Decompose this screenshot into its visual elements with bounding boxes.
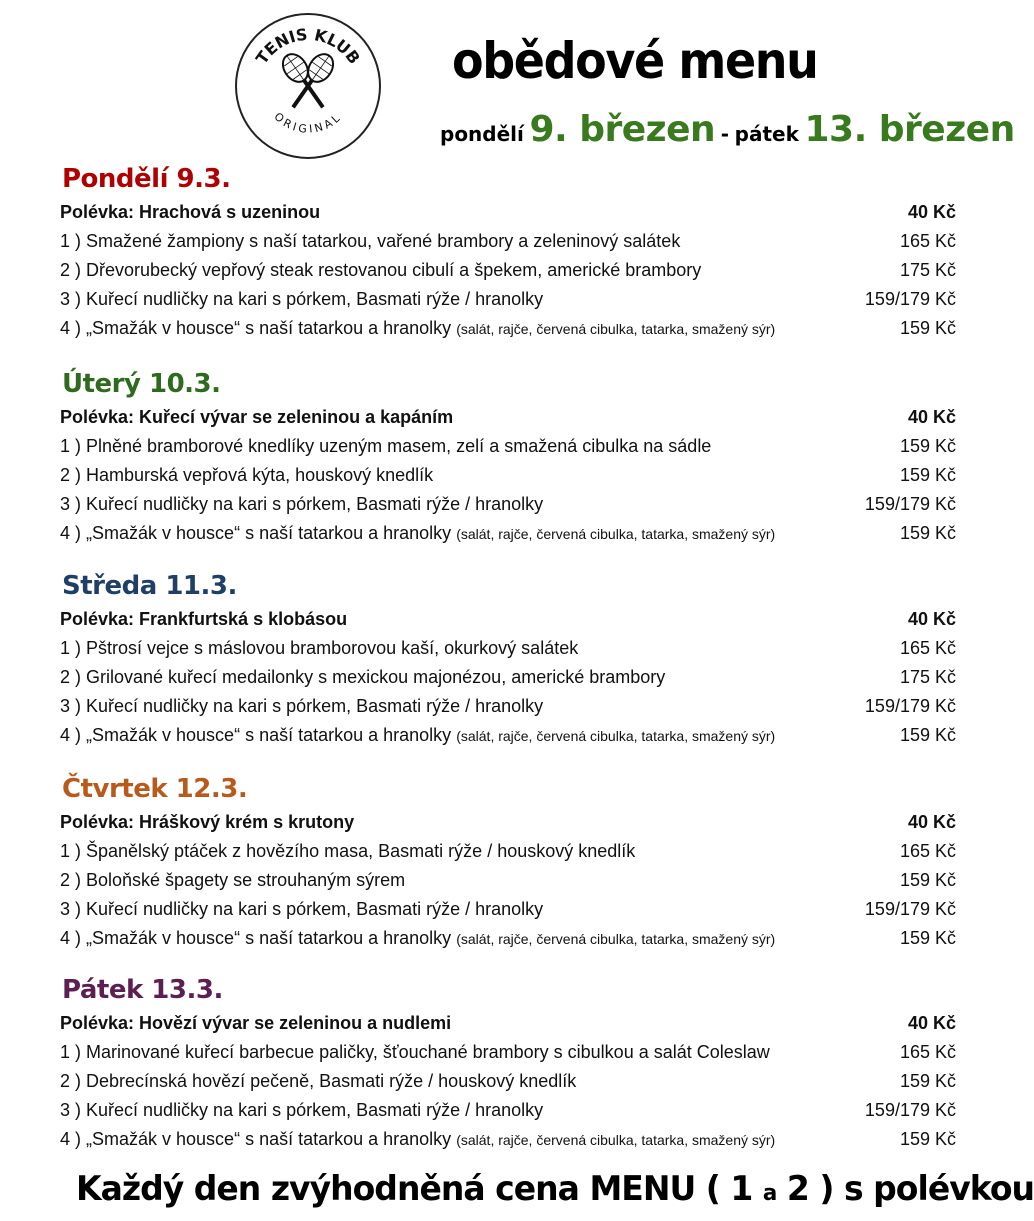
from-day: pondělí <box>440 122 524 146</box>
item-price: 159 Kč <box>899 436 956 456</box>
item-price: 159/179 Kč <box>864 899 956 919</box>
item-text: 4 ) „Smažák v housce“ s naší tatarkou a hranolky <box>60 523 452 543</box>
item-price: 159/179 Kč <box>864 1100 956 1120</box>
item-text: 3 ) Kuřecí nudličky na kari s pórkem, Basmati rýže / hranolky <box>60 1100 544 1120</box>
date-range <box>440 109 1015 150</box>
soup-text: Polévka: Hrachová s uzeninou <box>60 202 321 222</box>
item-price: 159 Kč <box>899 725 956 745</box>
day-title: Úterý 10.3. <box>62 369 221 399</box>
item-text: 2 ) Boloňské špagety se strouhaným sýrem <box>60 870 406 890</box>
item-text: 4 ) „Smažák v housce“ s naší tatarkou a hranolky <box>60 928 452 948</box>
logo-top-text: TENIS KLUB <box>252 24 364 68</box>
soup-price: 40 Kč <box>907 407 956 427</box>
day-title: Čtvrtek 12.3. <box>62 774 248 804</box>
day-section-wednesday <box>60 567 960 750</box>
item-text: 2 ) Grilované kuřecí medailonky s mexickou majonézou, americké brambory <box>60 667 666 687</box>
day-title: Pondělí 9.3. <box>62 164 231 194</box>
item-note: (salát, rajče, červená cibulka, tatarka, smažený sýr) <box>456 931 776 947</box>
soup-row <box>60 605 960 634</box>
item-note: (salát, rajče, červená cibulka, tatarka, smažený sýr) <box>456 526 776 542</box>
menu-item <box>60 1125 960 1154</box>
item-note: (salát, rajče, červená cibulka, tatarka, smažený sýr) <box>456 1132 776 1148</box>
item-price: 165 Kč <box>899 841 956 861</box>
date-dash: - <box>720 122 730 146</box>
soup-text: Polévka: Hráškový krém s krutony <box>60 812 355 832</box>
item-price: 165 Kč <box>899 1042 956 1062</box>
menu-item <box>60 1038 960 1067</box>
day-section-tuesday <box>60 365 960 548</box>
soup-price: 40 Kč <box>907 812 956 832</box>
menu-offer-footer <box>76 1169 1034 1209</box>
item-price: 159 Kč <box>899 870 956 890</box>
footer-part-2: a <box>762 1181 777 1206</box>
page-title: obědové menu <box>452 32 818 90</box>
item-text: 2 ) Dřevorubecký vepřový steak restovanou cibulí a špekem, americké brambory <box>60 260 702 280</box>
item-text: 1 ) Španělský ptáček z hovězího masa, Basmati rýže / houskový knedlík <box>60 841 636 861</box>
item-text: 2 ) Hamburská vepřová kýta, houskový knedlík <box>60 465 434 485</box>
menu-item <box>60 256 960 285</box>
from-date: 9. březen <box>529 109 716 150</box>
soup-row <box>60 403 960 432</box>
item-text: 1 ) Marinované kuřecí barbecue paličky, šťouchané brambory s cibulkou a salát Coleslaw <box>60 1042 770 1062</box>
item-text: 3 ) Kuřecí nudličky na kari s pórkem, Basmati rýže / hranolky <box>60 696 544 716</box>
menu-item <box>60 1096 960 1125</box>
item-price: 159 Kč <box>899 318 956 338</box>
item-note: (salát, rajče, červená cibulka, tatarka, smažený sýr) <box>456 321 776 337</box>
footer-part-1: Každý den zvýhodněná cena MENU ( 1 <box>76 1169 753 1209</box>
item-text: 4 ) „Smažák v housce“ s naší tatarkou a hranolky <box>60 1129 452 1149</box>
footer-part-3: 2 ) s polévkou <box>786 1169 1034 1209</box>
soup-price: 40 Kč <box>907 1013 956 1033</box>
soup-text: Polévka: Kuřecí vývar se zeleninou a kapáním <box>60 407 454 427</box>
item-text: 4 ) „Smažák v housce“ s naší tatarkou a hranolky <box>60 725 452 745</box>
item-text: 3 ) Kuřecí nudličky na kari s pórkem, Basmati rýže / hranolky <box>60 899 544 919</box>
menu-item <box>60 663 960 692</box>
item-price: 159 Kč <box>899 523 956 543</box>
logo-bottom-text: ORIGINAL <box>271 109 345 136</box>
item-price: 159 Kč <box>899 1129 956 1149</box>
item-price: 159/179 Kč <box>864 289 956 309</box>
soup-price: 40 Kč <box>907 202 956 222</box>
item-text: 1 ) Pštrosí vejce s máslovou bramborovou kaší, okurkový salátek <box>60 638 579 658</box>
menu-item <box>60 227 960 256</box>
soup-row <box>60 808 960 837</box>
day-title: Středa 11.3. <box>62 571 237 601</box>
day-section-friday <box>60 971 960 1154</box>
day-section-monday <box>60 160 960 343</box>
item-price: 175 Kč <box>899 260 956 280</box>
menu-item <box>60 721 960 750</box>
soup-text: Polévka: Frankfurtská s klobásou <box>60 609 348 629</box>
item-price: 159/179 Kč <box>864 696 956 716</box>
item-price: 165 Kč <box>899 638 956 658</box>
soup-row <box>60 198 960 227</box>
item-note: (salát, rajče, červená cibulka, tatarka, smažený sýr) <box>456 728 776 744</box>
soup-price: 40 Kč <box>907 609 956 629</box>
item-text: 1 ) Smažené žampiony s naší tatarkou, vařené brambory a zeleninový salátek <box>60 231 681 251</box>
item-text: 4 ) „Smažák v housce“ s naší tatarkou a hranolky <box>60 318 452 338</box>
menu-item <box>60 314 960 343</box>
to-date: 13. březen <box>804 109 1015 150</box>
item-text: 3 ) Kuřecí nudličky na kari s pórkem, Basmati rýže / hranolky <box>60 494 544 514</box>
menu-item <box>60 634 960 663</box>
item-price: 159 Kč <box>899 465 956 485</box>
to-day: pátek <box>734 122 799 146</box>
item-price: 175 Kč <box>899 667 956 687</box>
soup-text: Polévka: Hovězí vývar se zeleninou a nudlemi <box>60 1013 452 1033</box>
day-section-thursday <box>60 770 960 953</box>
menu-item <box>60 285 960 314</box>
menu-item <box>60 490 960 519</box>
item-price: 159/179 Kč <box>864 494 956 514</box>
day-title: Pátek 13.3. <box>62 975 223 1005</box>
menu-item <box>60 895 960 924</box>
menu-item <box>60 461 960 490</box>
item-text: 2 ) Debrecínská hovězí pečeně, Basmati rýže / houskový knedlík <box>60 1071 577 1091</box>
menu-item <box>60 519 960 548</box>
item-price: 159 Kč <box>899 1071 956 1091</box>
item-text: 3 ) Kuřecí nudličky na kari s pórkem, Basmati rýže / hranolky <box>60 289 544 309</box>
menu-item <box>60 432 960 461</box>
item-price: 165 Kč <box>899 231 956 251</box>
item-price: 159 Kč <box>899 928 956 948</box>
menu-item <box>60 866 960 895</box>
tenis-klub-logo <box>234 12 382 160</box>
item-text: 1 ) Plněné bramborové knedlíky uzeným masem, zelí a smažená cibulka na sádle <box>60 436 712 456</box>
menu-item <box>60 924 960 953</box>
menu-item <box>60 837 960 866</box>
soup-row <box>60 1009 960 1038</box>
menu-item <box>60 692 960 721</box>
menu-item <box>60 1067 960 1096</box>
